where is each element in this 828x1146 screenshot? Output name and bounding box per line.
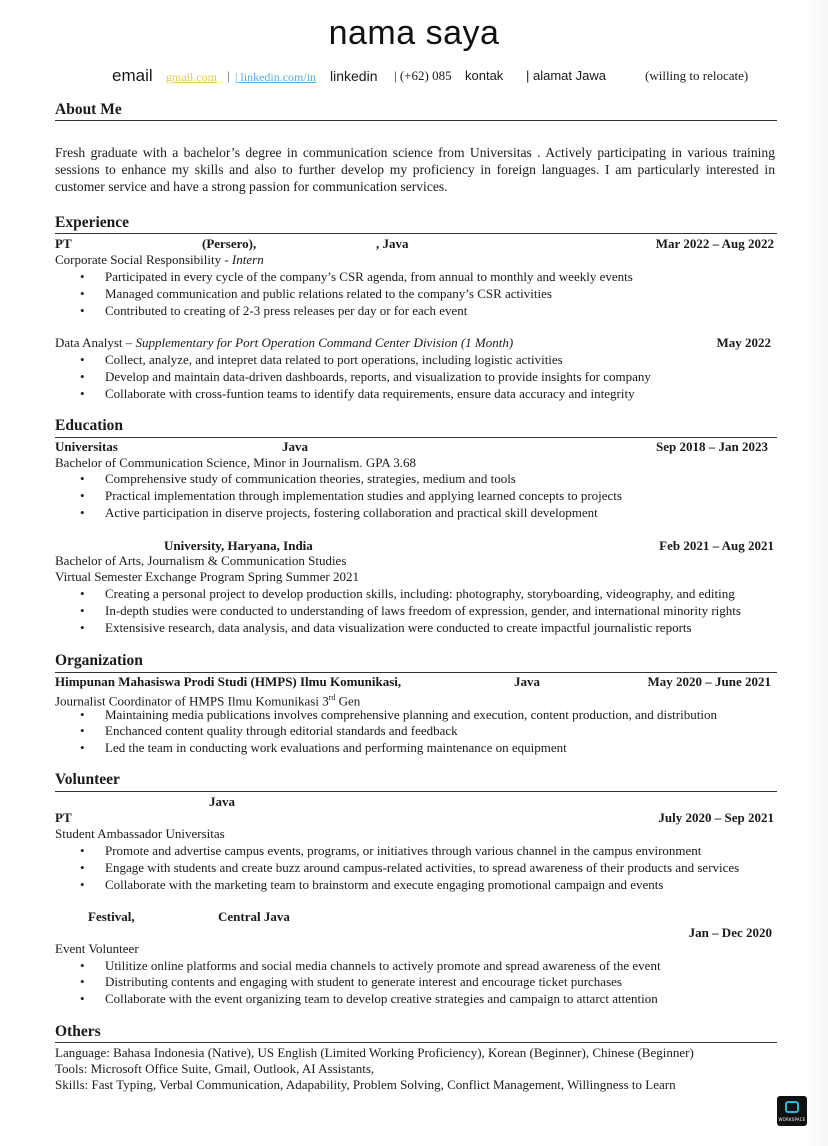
edu2-degree: Bachelor of Arts, Journalism & Communication Studies bbox=[55, 553, 347, 568]
linkedin-label: linkedin bbox=[330, 68, 378, 84]
app-badge[interactable] bbox=[777, 1096, 807, 1126]
edu1-dates: Sep 2018 – Jan 2023 bbox=[656, 439, 768, 454]
resume-name: nama saya bbox=[328, 14, 500, 52]
job1-role-title: Corporate Social Responsibility - bbox=[55, 252, 232, 267]
section-divider bbox=[55, 791, 777, 792]
resume-page: nama saya email gmail.com | | linkedin.com/in linkedin | (+62) 085 kontak | alamat Jawa (willing to relocate) About Me Fresh graduate with a bachelor’s degree in communication science from Universitas . Actively participating in various training sessions to enhance my skills and also to further develop my proficiency in foreign languages. I am particularly interested in customer service and have a strong passion for communication services. Experience PT (Persero), , Java Mar 2022 – Aug 2022 Corporate Social Responsibility - Intern Participated in every cycle of the company’s CSR agenda, from annual to monthly and weekly events Managed communication and public relations related to the company’s CSR activities Contributed to creating of 2-3 press releases per day or for each event Data Analyst – Supplementary for Port Operation Command Center Division (1 Month) May 2022 Collect, analyze, and intepret data related to port operations, including logistic activities Develop and maintain data-driven dashboards, reports, and visualization to provide insights for company Collaborate with cross-funtion teams to identify data requirements, ensure data accuracy and integrity Education Universitas Java Sep 2018 – Jan 2023 Bachelor of Communication Science, Minor in Journalism. GPA 3.68 Comprehensive study of communication theories, strategies, medium and tools Practical implementation through implementation studies and applying learned concepts to projects Active participation in diserve projects, fostering collaboration and practical skill development University, Haryana, India Feb 2021 – Aug 2021 Bachelor of Arts, Journalism & Communication Studies Virtual Semester Exchange Program Spring Summer 2021 Creating a personal project to develop production skills, including: photography, storyboarding, videography, and editing In-depth studies were conducted to understanding of laws freedom of expression, gender, and international minority rights Extensisive research, data analysis, and data visualization were conducted to create impactful journalistic reports Organization Himpunan Mahasiswa Prodi Studi (HMPS) Ilmu Komunikasi, Java May 2020 – June 2021 Journalist Coordinator of HMPS Ilmu Komunikasi 3rd Gen Maintaining media publications involves comprehensive planning and execution, content production, and distribution Enchanced content quality through editorial standards and feedback Led the team in conducting work evaluations and performing maintenance on equipment Volunteer Java PT July 2020 – Sep 2021 Student Ambassador Universitas Promote and advertise campus events, programs, or initiatives through various channel in the campus environment Engage with students and create buzz around campus-related activities, to spread awareness of their products and services Collaborate with the marketing team to brainstorm and execute engaging promotional campaign and events Festival, Central Java Jan – Dec 2020 Event Volunteer Utilitize online platforms and social media channels to actively promote and spread awareness of the event Distributing contents and engaging with student to generate interest and encourage ticket purchases Collaborate with the event organizing team to develop creative strategies and campaign to attarct attention Others Language: Bahasa Indonesia (Native), US English (Limited Working Proficiency), Korean (Beginner), Chinese (Beginner) Tools: Microsoft Office Suite, Gmail, Outlook, AI Assistants, Skills: Fast Typing, Verbal Communication, Adapability, Problem Solving, Conflict Management, Willingness to Learn WORKSPACE bbox=[0, 0, 828, 1146]
section-divider bbox=[55, 233, 777, 234]
phone-number: | (+62) 085 bbox=[394, 68, 452, 83]
edu2-dates: Feb 2021 – Aug 2021 bbox=[659, 538, 774, 553]
section-title-organization: Organization bbox=[55, 652, 143, 669]
vol2-role: Event Volunteer bbox=[55, 941, 139, 956]
section-title-others: Others bbox=[55, 1023, 101, 1040]
job2-role bbox=[55, 335, 513, 351]
section-divider bbox=[55, 1042, 777, 1043]
vol1-org: PT bbox=[55, 810, 72, 825]
vol2-location: Central Java bbox=[218, 909, 290, 924]
edu2-school: University, Haryana, India bbox=[164, 538, 313, 553]
vol1-location: Java bbox=[209, 794, 235, 809]
app-badge-label: WORKSPACE bbox=[778, 1117, 806, 1122]
others-tools: Tools: Microsoft Office Suite, Gmail, Outlook, AI Assistants, bbox=[55, 1061, 375, 1076]
about-text: Fresh graduate with a bachelor’s degree in communication science from Universitas . Actively participating in various training sessions to enhance my skills and also to further develop my proficiency in foreign languages. I am particularly interested in customer service and have a strong passion for communication services. bbox=[55, 145, 775, 194]
edu1-degree: Bachelor of Communication Science, Minor in Journalism. GPA 3.68 bbox=[55, 455, 416, 470]
edu2-program: Virtual Semester Exchange Program Spring Summer 2021 bbox=[55, 569, 359, 584]
section-divider bbox=[55, 120, 777, 121]
document-app-icon bbox=[785, 1101, 799, 1113]
job1-org: PT bbox=[55, 236, 72, 251]
section-divider bbox=[55, 672, 777, 673]
relocation-note: (willing to relocate) bbox=[645, 68, 749, 83]
others-language: Language: Bahasa Indonesia (Native), US English (Limited Working Proficiency), Korean (Beginner), Chinese (Beginner) bbox=[55, 1045, 694, 1060]
linkedin-link[interactable]: | linkedin.com/in bbox=[235, 70, 317, 84]
job1-org-type: (Persero), bbox=[202, 236, 257, 251]
section-title-about: About Me bbox=[55, 101, 122, 118]
job1-role-type: Intern bbox=[231, 252, 264, 267]
phone-label: kontak bbox=[465, 68, 504, 83]
org-location: Java bbox=[514, 674, 540, 689]
vol1-role: Student Ambassador Universitas bbox=[55, 826, 225, 841]
contact-separator: | bbox=[227, 68, 230, 83]
contact-line bbox=[112, 68, 792, 88]
others-skills: Skills: Fast Typing, Verbal Communication, Adapability, Problem Solving, Conflict Management, Willingness to Learn bbox=[55, 1077, 676, 1092]
job1-role bbox=[55, 252, 264, 268]
address: | alamat Jawa bbox=[526, 68, 606, 83]
email-link[interactable]: gmail.com bbox=[166, 70, 217, 84]
org-role: Journalist Coordinator of HMPS Ilmu Komunikasi 3rd Gen bbox=[55, 693, 361, 709]
org-dates: May 2020 – June 2021 bbox=[647, 674, 771, 689]
job2-dates: May 2022 bbox=[716, 335, 771, 350]
email-label: email bbox=[112, 66, 153, 85]
section-title-education: Education bbox=[55, 417, 124, 434]
edu1-school: Universitas bbox=[55, 439, 118, 454]
section-divider bbox=[55, 437, 777, 438]
job2-role-title: Data Analyst – bbox=[55, 335, 136, 350]
vol2-org: Festival, bbox=[88, 909, 135, 924]
org-name: Himpunan Mahasiswa Prodi Studi (HMPS) Ilmu Komunikasi, bbox=[55, 674, 402, 689]
section-title-volunteer: Volunteer bbox=[55, 771, 120, 788]
job1-dates: Mar 2022 – Aug 2022 bbox=[655, 236, 774, 251]
vol1-dates: July 2020 – Sep 2021 bbox=[658, 810, 774, 825]
edu1-location: Java bbox=[282, 439, 308, 454]
job1-location: , Java bbox=[376, 236, 409, 251]
vol2-dates: Jan – Dec 2020 bbox=[688, 925, 772, 940]
section-title-experience: Experience bbox=[55, 214, 130, 231]
job2-role-detail: Supplementary for Port Operation Command Center Division (1 Month) bbox=[135, 335, 514, 350]
